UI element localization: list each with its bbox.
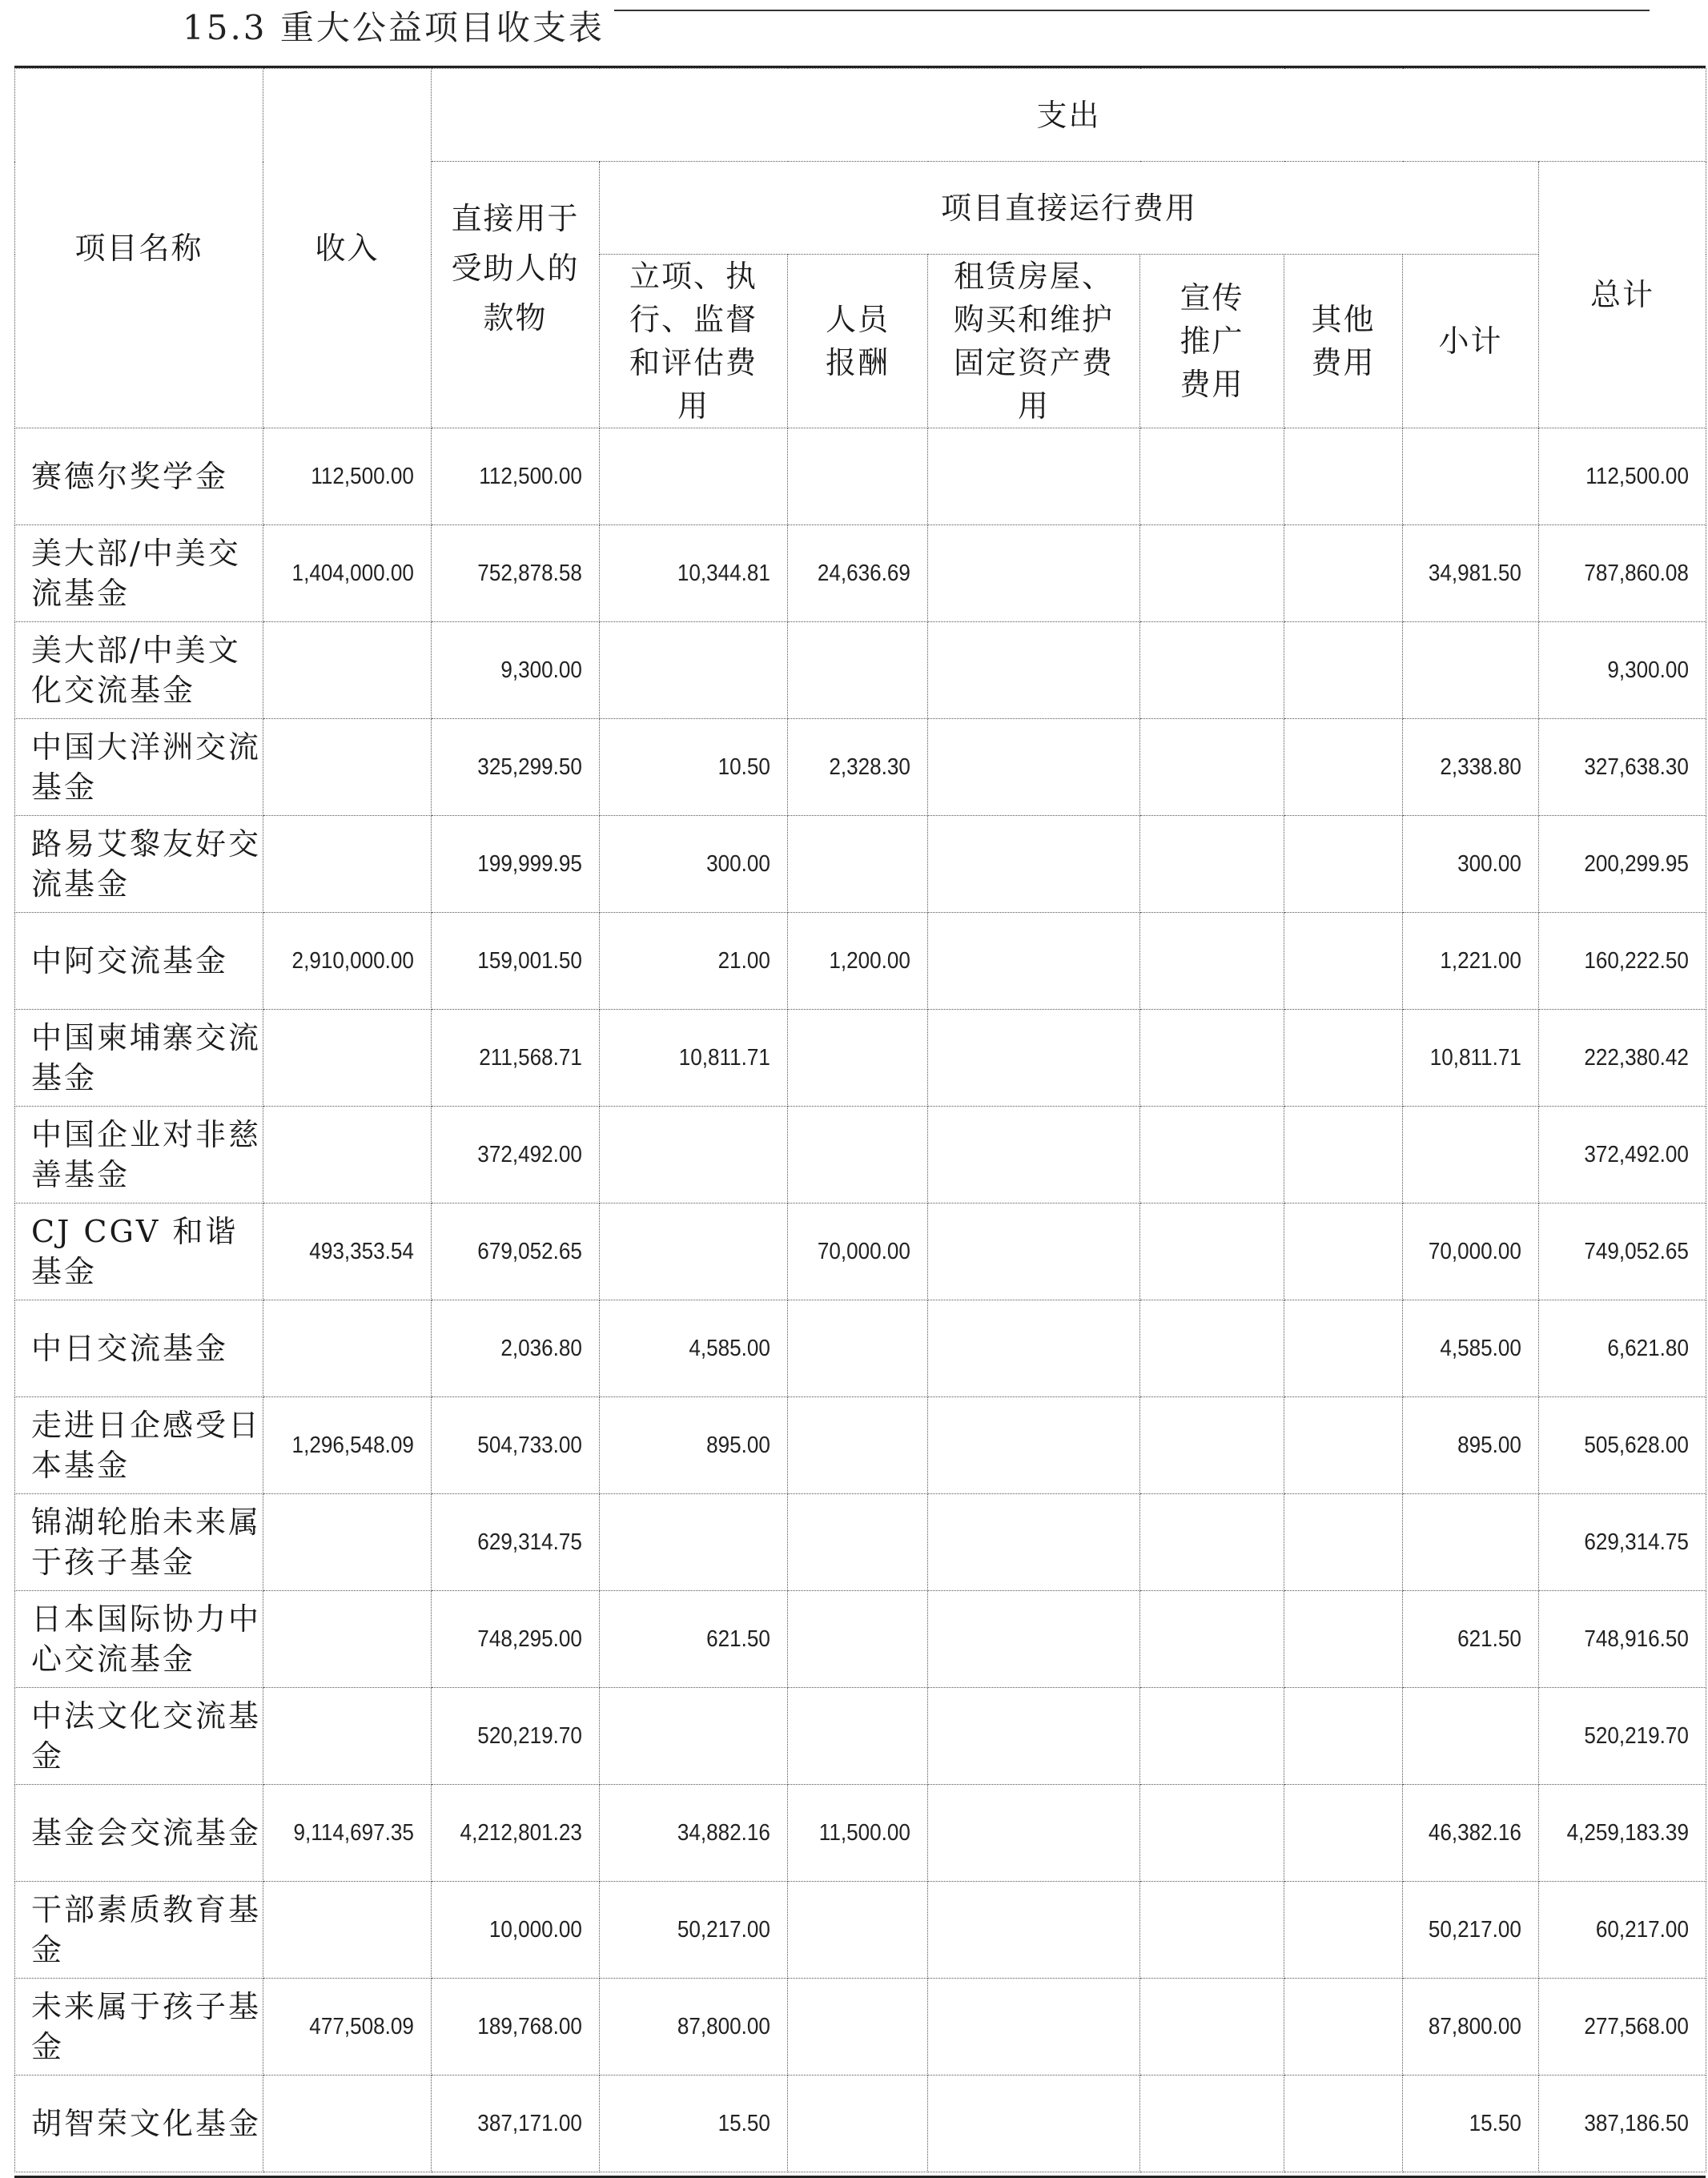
setup-cell: 10.50 <box>618 719 788 816</box>
promo-cell <box>1155 525 1284 622</box>
total-cell: 112,500.00 <box>1555 428 1706 525</box>
setup-cell <box>618 1204 788 1300</box>
total-cell: 387,186.50 <box>1555 2076 1706 2172</box>
subtotal-cell: 70,000.00 <box>1417 1204 1539 1300</box>
total-cell: 160,222.50 <box>1555 913 1706 1010</box>
header-subtotal: 小计 <box>1403 255 1539 428</box>
direct-cell: 199,999.95 <box>448 816 600 913</box>
personnel-cell <box>802 1107 928 1204</box>
other-cell <box>1296 913 1402 1010</box>
table-row <box>15 1397 1706 1494</box>
promo-cell <box>1155 2076 1284 2172</box>
income-expense-table <box>14 68 1706 2172</box>
personnel-cell <box>802 1688 928 1785</box>
income-cell <box>280 816 432 913</box>
project-name-cell: 日本国际协力中心交流基金 <box>15 1591 263 1688</box>
table-body <box>15 428 1706 2172</box>
rent-cell <box>949 1785 1140 1882</box>
total-cell: 520,219.70 <box>1555 1688 1706 1785</box>
personnel-cell <box>802 1494 928 1591</box>
header-other: 其他费用 <box>1284 255 1403 428</box>
total-cell: 222,380.42 <box>1555 1010 1706 1107</box>
total-cell: 4,259,183.39 <box>1555 1785 1706 1882</box>
setup-cell: 10,811.71 <box>618 1010 788 1107</box>
total-cell: 629,314.75 <box>1555 1494 1706 1591</box>
project-name-cell: 中法文化交流基金 <box>15 1688 263 1785</box>
setup-cell: 4,585.00 <box>618 1300 788 1397</box>
income-cell: 1,404,000.00 <box>280 525 432 622</box>
setup-cell: 10,344.81 <box>618 525 788 622</box>
personnel-cell <box>802 1300 928 1397</box>
direct-cell: 679,052.65 <box>448 1204 600 1300</box>
setup-cell <box>618 622 788 719</box>
total-cell: 200,299.95 <box>1555 816 1706 913</box>
total-cell: 372,492.00 <box>1555 1107 1706 1204</box>
income-cell <box>280 2076 432 2172</box>
total-cell: 9,300.00 <box>1555 622 1706 719</box>
subtotal-cell: 87,800.00 <box>1417 1979 1539 2076</box>
other-cell <box>1296 1107 1402 1204</box>
project-name-cell: 中阿交流基金 <box>15 913 263 1010</box>
total-cell: 277,568.00 <box>1555 1979 1706 2076</box>
income-cell <box>280 719 432 816</box>
promo-cell <box>1155 622 1284 719</box>
rent-cell <box>949 1688 1140 1785</box>
rent-cell <box>949 1591 1140 1688</box>
project-name-cell: 中日交流基金 <box>15 1300 263 1397</box>
rent-cell <box>949 1010 1140 1107</box>
table-row <box>15 1494 1706 1591</box>
direct-cell: 520,219.70 <box>448 1688 600 1785</box>
subtotal-cell: 4,585.00 <box>1417 1300 1539 1397</box>
other-cell <box>1296 1591 1402 1688</box>
personnel-cell <box>802 622 928 719</box>
setup-cell: 300.00 <box>618 816 788 913</box>
income-cell <box>280 1107 432 1204</box>
table-row <box>15 1204 1706 1300</box>
project-name-cell: 赛德尔奖学金 <box>15 428 263 525</box>
rent-cell <box>949 816 1140 913</box>
subtotal-cell <box>1417 1494 1539 1591</box>
project-name-cell: 走进日企感受日本基金 <box>15 1397 263 1494</box>
promo-cell <box>1155 719 1284 816</box>
table-row <box>15 1591 1706 1688</box>
personnel-cell <box>802 1979 928 2076</box>
rent-cell <box>949 622 1140 719</box>
setup-cell <box>618 1688 788 1785</box>
project-name-cell: 美大部/中美交流基金 <box>15 525 263 622</box>
subtotal-cell: 10,811.71 <box>1417 1010 1539 1107</box>
promo-cell <box>1155 1979 1284 2076</box>
table-row <box>15 1010 1706 1107</box>
rent-cell <box>949 1204 1140 1300</box>
header-direct: 直接用于受助人的款物 <box>432 162 600 428</box>
total-cell: 60,217.00 <box>1555 1882 1706 1979</box>
direct-cell: 9,300.00 <box>448 622 600 719</box>
table-row <box>15 1107 1706 1204</box>
income-cell <box>280 1300 432 1397</box>
income-cell <box>280 1688 432 1785</box>
setup-cell: 50,217.00 <box>618 1882 788 1979</box>
other-cell <box>1296 1882 1402 1979</box>
subtotal-cell <box>1417 622 1539 719</box>
header-rent: 租赁房屋、购买和维护固定资产费用 <box>928 255 1140 428</box>
direct-cell: 629,314.75 <box>448 1494 600 1591</box>
total-cell: 505,628.00 <box>1555 1397 1706 1494</box>
project-name-cell: 中国柬埔寨交流基金 <box>15 1010 263 1107</box>
subtotal-cell: 300.00 <box>1417 816 1539 913</box>
rent-cell <box>949 1107 1140 1204</box>
promo-cell <box>1155 1688 1284 1785</box>
income-cell: 493,353.54 <box>280 1204 432 1300</box>
table-row <box>15 525 1706 622</box>
direct-cell: 748,295.00 <box>448 1591 600 1688</box>
direct-cell: 10,000.00 <box>448 1882 600 1979</box>
direct-cell: 159,001.50 <box>448 913 600 1010</box>
setup-cell: 15.50 <box>618 2076 788 2172</box>
personnel-cell <box>802 1397 928 1494</box>
rent-cell <box>949 1979 1140 2076</box>
income-cell <box>280 622 432 719</box>
subtotal-cell: 50,217.00 <box>1417 1882 1539 1979</box>
rent-cell <box>949 525 1140 622</box>
table-row <box>15 428 1706 525</box>
direct-cell: 2,036.80 <box>448 1300 600 1397</box>
rent-cell <box>949 2076 1140 2172</box>
table-row <box>15 1882 1706 1979</box>
page-title: 15.3 重大公益项目收支表 <box>183 2 614 50</box>
promo-cell <box>1155 1300 1284 1397</box>
other-cell <box>1296 428 1402 525</box>
direct-cell: 189,768.00 <box>448 1979 600 2076</box>
table-row <box>15 622 1706 719</box>
subtotal-cell <box>1417 1688 1539 1785</box>
rent-cell <box>949 1397 1140 1494</box>
direct-cell: 4,212,801.23 <box>448 1785 600 1882</box>
table-row <box>15 719 1706 816</box>
rent-cell <box>949 913 1140 1010</box>
other-cell <box>1296 1300 1402 1397</box>
promo-cell <box>1155 1591 1284 1688</box>
other-cell <box>1296 1397 1402 1494</box>
other-cell <box>1296 1494 1402 1591</box>
project-name-cell: 锦湖轮胎未来属于孩子基金 <box>15 1494 263 1591</box>
header-name: 项目名称 <box>15 69 263 428</box>
top-rule <box>448 10 1650 11</box>
table-row <box>15 1979 1706 2076</box>
income-cell <box>280 1494 432 1591</box>
project-name-cell: 中国企业对非慈善基金 <box>15 1107 263 1204</box>
rent-cell <box>949 1494 1140 1591</box>
project-name-cell: 基金会交流基金 <box>15 1785 263 1882</box>
income-cell: 2,910,000.00 <box>280 913 432 1010</box>
other-cell <box>1296 1785 1402 1882</box>
setup-cell <box>618 1494 788 1591</box>
income-cell: 1,296,548.09 <box>280 1397 432 1494</box>
subtotal-cell <box>1417 1107 1539 1204</box>
total-cell: 749,052.65 <box>1555 1204 1706 1300</box>
income-cell <box>280 1882 432 1979</box>
promo-cell <box>1155 428 1284 525</box>
income-cell: 477,508.09 <box>280 1979 432 2076</box>
other-cell <box>1296 2076 1402 2172</box>
subtotal-cell: 34,981.50 <box>1417 525 1539 622</box>
setup-cell: 34,882.16 <box>618 1785 788 1882</box>
total-cell: 327,638.30 <box>1555 719 1706 816</box>
personnel-cell: 11,500.00 <box>802 1785 928 1882</box>
promo-cell <box>1155 1204 1284 1300</box>
total-cell: 787,860.08 <box>1555 525 1706 622</box>
other-cell <box>1296 1204 1402 1300</box>
direct-cell: 372,492.00 <box>448 1107 600 1204</box>
setup-cell <box>618 1107 788 1204</box>
table-row <box>15 1785 1706 1882</box>
project-name-cell: 路易艾黎友好交流基金 <box>15 816 263 913</box>
direct-cell: 387,171.00 <box>448 2076 600 2172</box>
project-name-cell: 美大部/中美文化交流基金 <box>15 622 263 719</box>
direct-cell: 112,500.00 <box>448 428 600 525</box>
rent-cell <box>949 1882 1140 1979</box>
personnel-cell <box>802 428 928 525</box>
direct-cell: 752,878.58 <box>448 525 600 622</box>
total-cell: 6,621.80 <box>1555 1300 1706 1397</box>
personnel-cell <box>802 1591 928 1688</box>
header-operating: 项目直接运行费用 <box>600 162 1539 255</box>
income-cell <box>280 1010 432 1107</box>
other-cell <box>1296 622 1402 719</box>
subtotal-cell: 621.50 <box>1417 1591 1539 1688</box>
other-cell <box>1296 1979 1402 2076</box>
setup-cell: 621.50 <box>618 1591 788 1688</box>
direct-cell: 325,299.50 <box>448 719 600 816</box>
income-cell <box>280 1591 432 1688</box>
rent-cell <box>949 719 1140 816</box>
header-income: 收入 <box>263 69 432 428</box>
personnel-cell: 2,328.30 <box>802 719 928 816</box>
promo-cell <box>1155 1494 1284 1591</box>
header-expense: 支出 <box>432 69 1706 162</box>
project-name-cell: 中国大洋洲交流基金 <box>15 719 263 816</box>
other-cell <box>1296 1010 1402 1107</box>
rent-cell <box>949 1300 1140 1397</box>
header-total: 总计 <box>1539 162 1706 428</box>
other-cell <box>1296 1688 1402 1785</box>
personnel-cell: 1,200.00 <box>802 913 928 1010</box>
direct-cell: 504,733.00 <box>448 1397 600 1494</box>
personnel-cell <box>802 2076 928 2172</box>
table-row <box>15 1688 1706 1785</box>
table-row <box>15 913 1706 1010</box>
subtotal-cell: 895.00 <box>1417 1397 1539 1494</box>
setup-cell <box>618 428 788 525</box>
subtotal-cell: 15.50 <box>1417 2076 1539 2172</box>
direct-cell: 211,568.71 <box>448 1010 600 1107</box>
promo-cell <box>1155 816 1284 913</box>
table-row <box>15 2076 1706 2172</box>
subtotal-cell: 2,338.80 <box>1417 719 1539 816</box>
setup-cell: 87,800.00 <box>618 1979 788 2076</box>
setup-cell: 895.00 <box>618 1397 788 1494</box>
subtotal-cell: 1,221.00 <box>1417 913 1539 1010</box>
promo-cell <box>1155 913 1284 1010</box>
table-row <box>15 1300 1706 1397</box>
table-row <box>15 816 1706 913</box>
personnel-cell <box>802 816 928 913</box>
other-cell <box>1296 525 1402 622</box>
rent-cell <box>949 428 1140 525</box>
personnel-cell: 70,000.00 <box>802 1204 928 1300</box>
other-cell <box>1296 816 1402 913</box>
setup-cell: 21.00 <box>618 913 788 1010</box>
promo-cell <box>1155 1882 1284 1979</box>
promo-cell <box>1155 1397 1284 1494</box>
total-cell: 748,916.50 <box>1555 1591 1706 1688</box>
project-name-cell: CJ CGV 和谐基金 <box>15 1204 263 1300</box>
income-expense-table-wrapper <box>14 66 1706 2178</box>
personnel-cell <box>802 1010 928 1107</box>
income-cell: 9,114,697.35 <box>280 1785 432 1882</box>
project-name-cell: 未来属于孩子基金 <box>15 1979 263 2076</box>
subtotal-cell <box>1417 428 1539 525</box>
header-setup: 立项、执行、监督和评估费用 <box>600 255 788 428</box>
subtotal-cell: 46,382.16 <box>1417 1785 1539 1882</box>
project-name-cell: 干部素质教育基金 <box>15 1882 263 1979</box>
income-cell: 112,500.00 <box>280 428 432 525</box>
other-cell <box>1296 719 1402 816</box>
promo-cell <box>1155 1107 1284 1204</box>
header-promo: 宣传推广费用 <box>1140 255 1284 428</box>
personnel-cell: 24,636.69 <box>802 525 928 622</box>
promo-cell <box>1155 1010 1284 1107</box>
promo-cell <box>1155 1785 1284 1882</box>
project-name-cell: 胡智荣文化基金 <box>15 2076 263 2172</box>
personnel-cell <box>802 1882 928 1979</box>
header-personnel: 人员报酬 <box>788 255 928 428</box>
